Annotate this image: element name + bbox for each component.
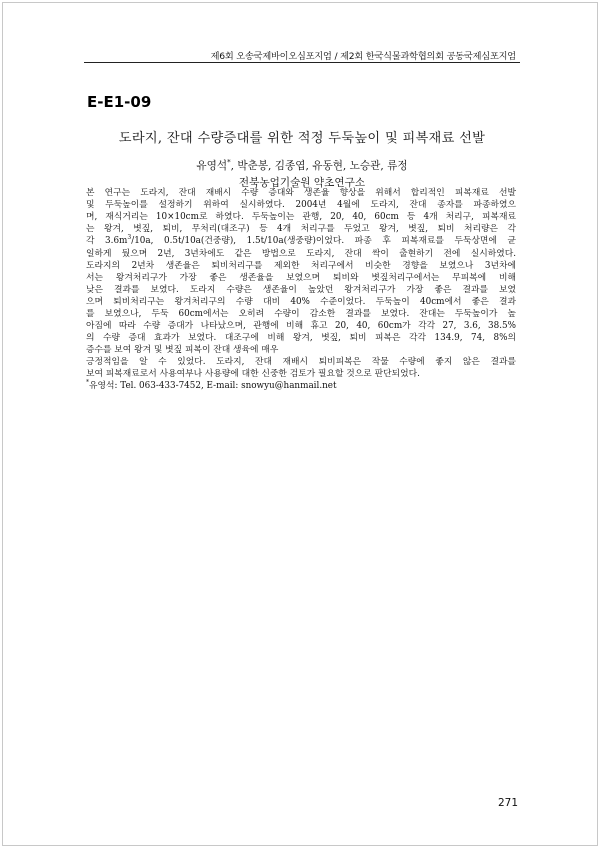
abstract-text: /10a, 0.5t/10a(건중량), 1.5t/10a(생중량)이었다. 파종 후 피복재료를 두둑상면에 균 [131,236,516,246]
abstract-line: 낮은 결과를 보였다. 도라지 수량은 생존율이 높았던 왕겨처리구가 가장 좋은 결과를 보였 [86,285,516,295]
abstract-line: 으며 퇴비처리구는 왕겨처리구의 수량 대비 40% 수준이었다. 두둑높이 40cm에서 좋은 결과 [86,297,516,307]
superscript-3: 3 [127,234,132,242]
abstract-line: 본 연구는 도라지, 잔대 재배시 수량 증대와 생존율 향상을 위해서 합리적인 피복재료 선발 [86,188,516,198]
abstract-line: 긍정적임을 알 수 있었다. 도라지, 잔대 재배시 퇴비피복은 작물 수량에 좋지 않은 결과를 [86,357,516,367]
abstract-line: 및 두둑높이를 설정하기 위하여 실시하였다. 2004년 4월에 도라지, 잔대 종자를 파종하였으 [86,200,516,210]
abstract-line [86,236,516,247]
author-list [84,158,520,173]
abstract-line: 보여 피복재료로서 사용여부나 사용량에 대한 신중한 검토가 필요할 것으로 판단되었다. [86,369,420,379]
abstract-text: 각 3.6m [86,236,128,246]
abstract-line: 는 왕겨, 볏짚, 퇴비, 무처리(대조구) 등 4개 처리구를 두었고 왕겨, 볏짚, 퇴비 처리량은 각 [86,224,516,234]
abstract-line: 를 보였으나, 두둑 60cm에서는 오히려 수량이 감소한 결과를 보였다. 잔대는 두둑높이가 높 [86,309,516,319]
footnote-mark: * [86,379,89,387]
abstract-line: 아짐에 따라 수량 증대가 나타났으며, 관행에 비해 휴고 20, 40, 60cm가 각각 27, 3.6, 38.5% [86,321,516,331]
paper-title: 도라지, 잔대 수량증대를 위한 적정 두둑높이 및 피복재료 선발 [118,131,486,146]
abstract-line: 의 수량 증대 효과가 보였다. 대조구에 비해 왕겨, 볏짚, 퇴비 피복은 각각 134.9, 74, 8%의 [86,333,516,343]
footnote-text: 유영석: Tel. 063-433-7452, E-mail: snowyu@hanmail.net [89,381,337,391]
abstract-line: 며, 재식거리는 10×10cm로 하였다. 두둑높이는 관행, 20, 40, 60cm 등 4개 처리구, 피복재료 [86,212,516,222]
running-header: 제6회 오송국제바이오심포지엄 / 제2회 한국식물과학협의회 공동국제심포지엄 [210,51,516,62]
abstract-line: 일하게 뒀으며 2년, 3년차에도 같은 방법으로 도라지, 잔대 싹이 출현하기 전에 실시하였다. [86,249,516,259]
abstract-line: 도라지의 2년차 생존율은 퇴비처리구를 제외한 처리구에서 비슷한 경향을 보였으나 3년차에 [86,261,516,271]
corresponding-mark: * [227,158,231,167]
co-authors: , 박춘봉, 김종엽, 유동현, 노승관, 류정 [230,160,408,172]
footnote [86,381,516,392]
abstract-line: 증수를 보여 왕겨 및 볏짚 피복이 잔대 생육에 매우 [86,345,279,355]
session-code: E-E1-09 [87,93,152,111]
first-author: 유영석 [196,160,228,172]
page-number: 271 [498,797,519,809]
affiliation: 전북농업기술원 약초연구소 [238,177,366,189]
header-rule [84,62,520,63]
abstract-line: 서는 왕겨처리구가 가장 좋은 생존율을 보였으며 퇴비와 볏짚처리구에서는 무피복에 비해 [86,273,516,283]
